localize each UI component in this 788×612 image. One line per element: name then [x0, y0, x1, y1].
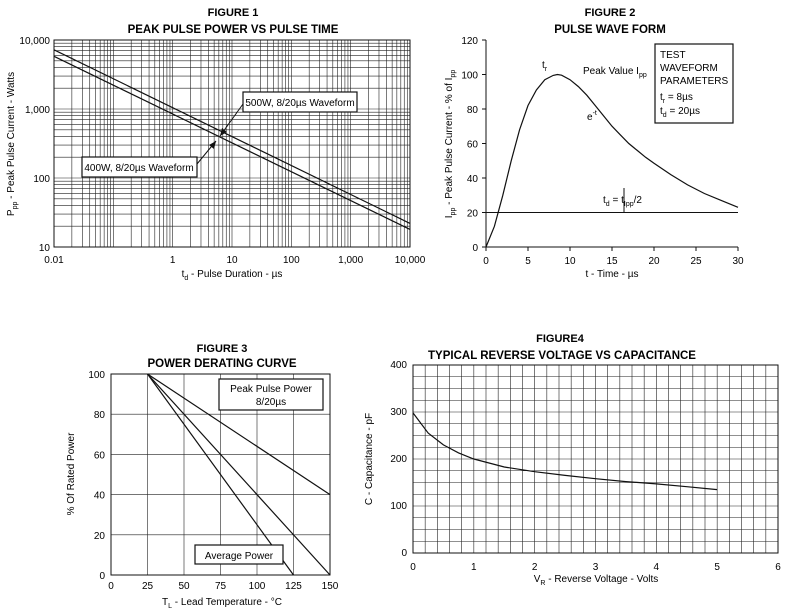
figure-2-peak-time-label: $t_r$	[542, 60, 548, 73]
figure-2-peak-value-label: Peak Value $I_{pp}$	[583, 66, 647, 79]
y-tick-label: 10	[38, 243, 50, 254]
figure-1	[6, 7, 426, 282]
x-tick-label: 100	[248, 581, 266, 592]
figure-4-title: TYPICAL REVERSE VOLTAGE VS CAPACITANCE	[428, 350, 696, 362]
figure-3-title: POWER DERATING CURVE	[147, 358, 297, 370]
y-tick-label: 100	[33, 174, 50, 185]
figure-2-x-ticks	[483, 247, 744, 267]
figure-4-y-ticks	[390, 360, 407, 559]
y-tick-label: 40	[93, 490, 105, 502]
figure-1-x-ticks	[44, 255, 425, 266]
figure-2-td-label: $t_d = t_Ipp/2$	[603, 195, 642, 208]
figure-3-peak-label-line-2: 8/20µs	[255, 397, 287, 408]
x-tick-label: 100	[282, 255, 300, 266]
y-tick-label: 40	[466, 174, 478, 185]
figure-2-param-td: $t_d = 20\mu s$	[660, 106, 700, 119]
figure-1-y-ticks	[19, 36, 50, 254]
figure-2-title: PULSE WAVE FORM	[554, 24, 666, 36]
figure-1-x-axis-label: $t_d$ - Pulse Duration - µs	[181, 269, 283, 282]
figure-2-param-tr: $t_r = 8\mu s$	[660, 92, 693, 105]
y-tick-label: 20	[466, 208, 478, 220]
x-tick-label: 50	[178, 581, 190, 592]
figure-3-label: FIGURE 3	[196, 343, 248, 355]
figure-2-x-axis-label: t - Time - µs	[585, 269, 639, 280]
y-tick-label: 20	[93, 530, 105, 542]
figure-2-param-line-2: WAVEFORM	[660, 63, 718, 74]
x-tick-label: 3	[592, 562, 599, 573]
y-tick-label: 200	[390, 454, 407, 465]
figure-4-grid	[413, 365, 778, 553]
y-tick-label: 80	[93, 410, 105, 422]
figure-4-curves	[413, 413, 717, 490]
x-tick-label: 10	[564, 256, 576, 267]
figure-1-y-axis-label: $P_{pp}$ - Peak Pulse Current - Watts	[6, 71, 19, 217]
x-tick-label: 1	[169, 255, 176, 266]
figure-4	[364, 333, 781, 587]
figure-2	[444, 7, 744, 280]
y-tick-label: 80	[466, 105, 478, 116]
figure-2-y-ticks	[461, 36, 486, 254]
x-tick-label: 75	[214, 581, 227, 592]
figure-2-y-axis-label: $I_{pp}$ - Peak Pulse Current - % of $I_{pp}$	[444, 69, 457, 219]
x-tick-label: 6	[775, 562, 781, 573]
y-tick-label: 300	[390, 407, 407, 418]
x-tick-label: 10	[226, 255, 238, 266]
capacitance-line	[413, 413, 717, 490]
x-tick-label: 25	[690, 256, 702, 267]
x-tick-label: 20	[648, 256, 660, 267]
x-tick-label: 15	[606, 256, 618, 267]
y-tick-label: 10,000	[19, 36, 50, 47]
x-tick-label: 0	[483, 256, 489, 267]
figure-3-y-axis-label: % Of Rated Power	[66, 432, 77, 516]
figure-3-x-axis-label: $T_L$ - Lead Temperature - °C	[162, 597, 282, 610]
x-tick-label: 30	[732, 256, 744, 267]
x-tick-label: 25	[141, 581, 154, 592]
figure-3-average-label: Average Power	[204, 551, 274, 562]
x-tick-label: 4	[653, 562, 660, 573]
y-tick-label: 60	[466, 139, 478, 151]
y-tick-label: 400	[390, 360, 407, 371]
x-tick-label: 1	[471, 562, 477, 573]
figure-2-decay-label: $e^{-t}$	[587, 110, 597, 123]
x-tick-label: 1,000	[338, 255, 364, 266]
y-tick-label: 100	[461, 70, 478, 82]
figure-3-y-ticks	[88, 370, 105, 582]
figure-1-annotation-500w: 500W, 8/20µs Waveform	[245, 98, 355, 109]
y-tick-label: 0	[99, 571, 105, 582]
figure-4-label: FIGURE4	[536, 333, 584, 345]
figure-3-x-ticks	[108, 581, 339, 592]
figure-2-param-line-1: TEST	[660, 50, 686, 61]
x-tick-label: 150	[321, 581, 339, 592]
figure-1-annotation-400w: 400W, 8/20µs Waveform	[84, 163, 194, 174]
figure-2-param-line-3: PARAMETERS	[660, 76, 729, 87]
y-tick-label: 120	[461, 36, 478, 47]
x-tick-label: 2	[531, 562, 538, 573]
figure-1-title: PEAK PULSE POWER VS PULSE TIME	[127, 24, 339, 36]
figure-3	[66, 343, 339, 610]
x-tick-label: 0	[410, 562, 416, 573]
figure-2-label: FIGURE 2	[584, 7, 636, 19]
y-tick-label: 0	[401, 548, 407, 559]
y-tick-label: 100	[390, 501, 407, 512]
x-tick-label: 0	[108, 581, 114, 592]
y-tick-label: 1,000	[24, 105, 50, 116]
x-tick-label: 10,000	[394, 255, 426, 266]
x-tick-label: 5	[714, 562, 720, 573]
figure-1-label: FIGURE 1	[207, 7, 259, 19]
y-tick-label: 0	[472, 243, 478, 254]
figure-4-x-axis-label: $V_R$ - Reverse Voltage - Volts	[533, 574, 659, 587]
figure-4-y-axis-label: C - Capacitance - pF	[364, 412, 375, 506]
x-tick-label: 0.01	[44, 255, 64, 266]
figure-4-x-ticks	[410, 562, 781, 573]
y-tick-label: 100	[88, 370, 105, 381]
x-tick-label: 125	[285, 581, 302, 592]
y-tick-label: 60	[93, 450, 105, 462]
figure-3-peak-label-line-1: Peak Pulse Power	[230, 384, 312, 395]
x-tick-label: 5	[525, 256, 531, 267]
